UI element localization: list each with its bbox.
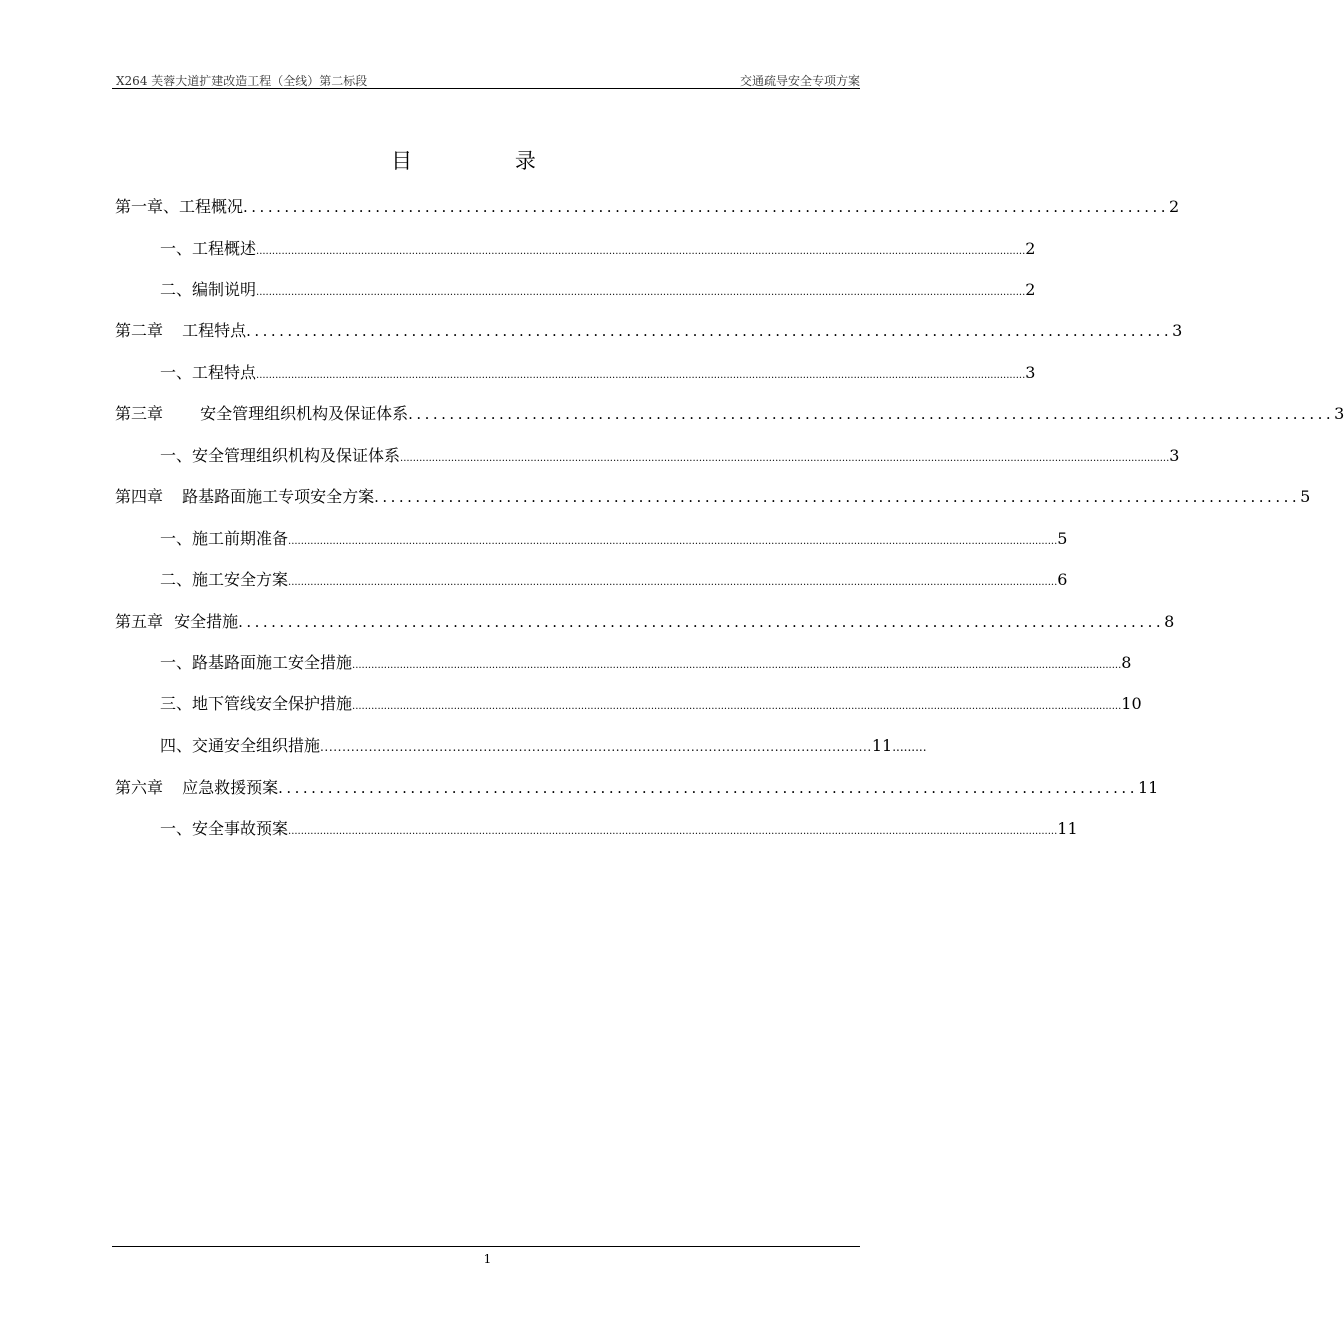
toc-entry-section[interactable] <box>160 360 1036 384</box>
toc-leader-dots: .................................................................................................................................................................................................................................................. <box>256 370 1026 381</box>
page-header <box>112 70 860 89</box>
toc-entry-page: 10 <box>1121 694 1142 713</box>
toc-entry-label: 第五章 安全措施 <box>115 612 239 631</box>
toc-entry-page: 3 <box>1169 446 1180 465</box>
toc-entry-page: 3 <box>1025 363 1036 382</box>
toc-entry-section[interactable] <box>160 236 1036 260</box>
toc-leader-dots: ................................................................................................................ <box>374 488 1301 506</box>
toc-entry-chapter-1[interactable] <box>115 194 1180 218</box>
toc-entry-section[interactable] <box>160 816 1078 840</box>
toc-entry-page: 2 <box>1025 280 1036 299</box>
toc-entry-label: 第二章 工程特点 <box>115 321 247 340</box>
toc-entry-label: 第六章 应急救援预案 <box>115 778 279 797</box>
toc-entry-label: 一、工程概述 <box>160 239 257 258</box>
toc-leader-dots: .................................................................................................................................................................................................................................................. <box>400 453 1170 464</box>
toc-entry-chapter-4[interactable] <box>115 484 1311 508</box>
toc-leader-dots: .................................................................................................................................................................................................................................................. <box>288 536 1058 547</box>
toc-entry-section[interactable] <box>160 277 1036 301</box>
toc-entry-section[interactable] <box>160 443 1180 467</box>
toc-entry-page: 11 <box>871 736 893 755</box>
toc-leader-dots: .................................................................................................................................................................................................................................................. <box>256 246 1026 257</box>
toc-entry-page: 8 <box>1164 612 1175 631</box>
toc-trailing-dots: ......... <box>892 740 927 754</box>
toc-entry-chapter-2[interactable] <box>115 318 1183 342</box>
toc-title: 目 录 <box>391 149 584 173</box>
toc-entry-page: 5 <box>1057 529 1068 548</box>
toc-entry-page: 11 <box>1057 819 1078 838</box>
toc-leader-dots: ................................................................................................................ <box>243 198 1170 216</box>
header-project-name: X264 芙蓉大道扩建改造工程（全线）第二标段 <box>116 74 368 88</box>
toc-leader-dots: .................................................................................................................................................................................................................................................. <box>256 287 1026 298</box>
toc-entry-page: 11 <box>1137 778 1159 797</box>
toc-leader-dots: ........................................................................................................ <box>278 779 1138 797</box>
toc-entry-label: 一、安全事故预案 <box>160 819 289 838</box>
footer-page-number: 1 <box>483 1252 492 1266</box>
toc-entry-page: 3 <box>1172 321 1183 340</box>
toc-leader-dots: ................................................................................................................ <box>246 322 1173 340</box>
toc-entry-label: 一、路基路面施工安全措施 <box>160 653 353 672</box>
toc-entry-label: 一、施工前期准备 <box>160 529 289 548</box>
toc-leader-dots: .................................................................................................................................................................................................................................................. <box>288 577 1058 588</box>
toc-leader-dots: .................................................................................................................................................................................................................................................. <box>352 660 1122 671</box>
toc-entry-label: 四、交通安全组织措施 <box>160 736 321 755</box>
toc-entry-page: 2 <box>1025 239 1036 258</box>
toc-entry-section[interactable] <box>160 691 1142 715</box>
toc-entry-label: 一、工程特点 <box>160 363 257 382</box>
toc-entry-label: 一、安全管理组织机构及保证体系 <box>160 446 401 465</box>
toc-entry-chapter-3[interactable] <box>115 401 1344 425</box>
toc-leader-dots: .................................................................................................................................................................................................................................................. <box>288 826 1058 837</box>
toc-entry-section[interactable] <box>160 567 1068 591</box>
toc-entry-label: 第四章 路基路面施工专项安全方案 <box>115 487 375 506</box>
footer-rule <box>112 1246 860 1247</box>
toc-entry-page: 3 <box>1334 404 1344 423</box>
toc-entry-chapter-6[interactable] <box>115 775 1159 799</box>
toc-entry-label: 第三章 安全管理组织机构及保证体系 <box>115 404 409 423</box>
toc-leader-dots: .................................................................................................................................................................................................................................................. <box>352 701 1122 712</box>
toc-entry-page: 2 <box>1169 197 1180 216</box>
toc-entry-label: 二、编制说明 <box>160 280 257 299</box>
toc-entry-label: 第一章、工程概况 <box>115 197 244 216</box>
toc-entry-section[interactable] <box>160 526 1068 550</box>
toc-leader-dots: ................................................................................................................ <box>408 405 1335 423</box>
toc-entry-page: 8 <box>1121 653 1132 672</box>
toc-entry-page: 5 <box>1300 487 1311 506</box>
toc-leader-dots: ................................................................................................................ <box>238 613 1165 631</box>
toc-entry-page: 6 <box>1057 570 1068 589</box>
toc-entry-label: 三、地下管线安全保护措施 <box>160 694 353 713</box>
header-document-name: 交通疏导安全专项方案 <box>739 74 860 88</box>
toc-entry-section[interactable] <box>160 733 927 757</box>
toc-entry-section[interactable] <box>160 650 1132 674</box>
toc-leader-dots: ............................................................................................................................. <box>320 740 872 754</box>
toc-entry-chapter-5[interactable] <box>115 609 1175 633</box>
toc-entry-label: 二、施工安全方案 <box>160 570 289 589</box>
